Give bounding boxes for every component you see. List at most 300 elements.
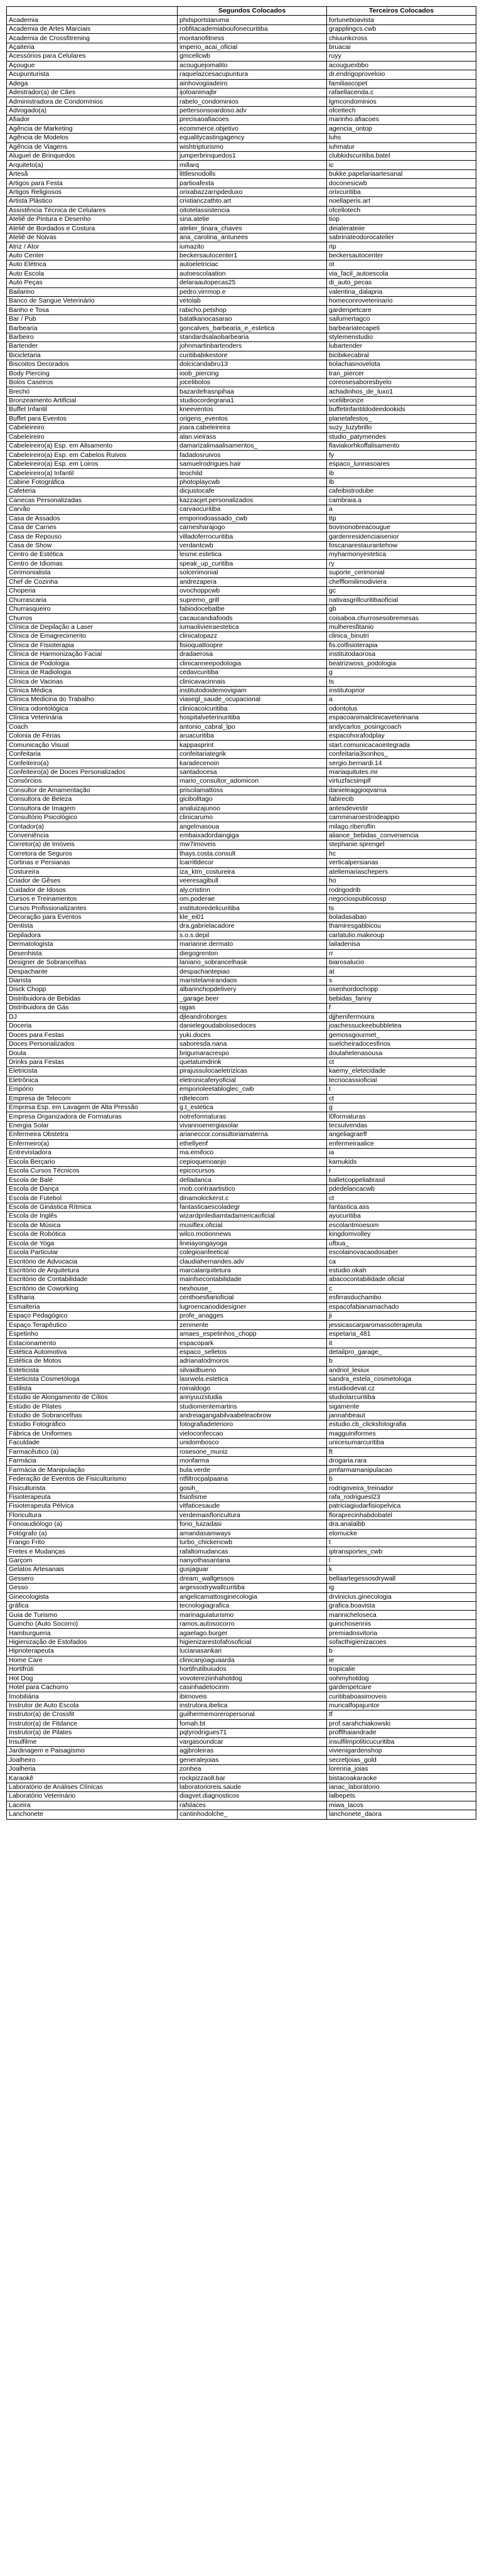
third-place-cell: muricalfopajuntor [327,1701,476,1710]
second-place-cell: fadadosruivos [178,451,327,459]
table-row [7,1692,476,1701]
third-place-cell: deiaterateiie [327,224,476,233]
second-place-cell: rafslaces [178,1801,327,1810]
table-row [7,134,476,142]
second-place-cell: epicocursos [178,1167,327,1176]
third-place-cell: joachessuckeebubbletea [327,1022,476,1031]
second-place-cell: angelicamattosginecologia [178,1592,327,1601]
category-cell: Estacionamento [7,1339,178,1348]
table-row [7,242,476,251]
table-row [7,1411,476,1420]
category-cell: Hotel para Cachorro [7,1683,178,1692]
third-place-cell: lubartender [327,342,476,351]
second-place-cell: fabiodocebatbe [178,604,327,613]
third-place-cell: beatrizwoss_podologia [327,659,476,668]
second-place-cell: beckersautocenter1 [178,251,327,260]
third-place-cell: confeitaria3sonhos_ [327,749,476,758]
third-place-cell: at [327,967,476,976]
category-cell: Agência de Viagens [7,142,178,151]
table-row [7,677,476,686]
table-row [7,432,476,441]
table-row [7,269,476,278]
category-cell: Bronzeamento Artificial [7,396,178,405]
category-cell: Higienização de Estofados [7,1638,178,1646]
third-place-cell: institutoprior [327,686,476,695]
table-row [7,1085,476,1094]
category-cell: Farmacêutico (a) [7,1447,178,1456]
second-place-cell: lucianasankari [178,1647,327,1656]
second-place-cell: autoeletriciac [178,260,327,269]
table-row [7,596,476,604]
third-place-cell: elomucke [327,1529,476,1538]
category-cell: Decoração para Eventos [7,913,178,921]
category-cell: Fisiculturista [7,1484,178,1493]
third-place-cell: profflhaiandrade [327,1729,476,1737]
third-place-cell: nativasgrillcuritibaoficial [327,596,476,604]
table-row [7,1339,476,1348]
third-place-cell: fis.colfisioterapia [327,641,476,650]
third-place-cell: ttp [327,514,476,523]
third-place-cell: rodrigoveira_treinador [327,1484,476,1493]
second-place-cell: fono_luizadasi [178,1520,327,1529]
table-row [7,188,476,196]
category-cell: Lanchonete [7,1810,178,1819]
table-row [7,115,476,124]
table-row [7,569,476,577]
category-cell: Doces Personalizados [7,1039,178,1048]
category-cell: Cafeteria [7,487,178,496]
third-place-cell: curitibaboasimoveis [327,1692,476,1701]
category-cell: Cabeleireiro(a) Esp. em Cabelos Ruivos [7,451,178,459]
table-row [7,623,476,631]
second-place-cell: eletronicaferyoficial [178,1076,327,1085]
category-cell: Casa de Carnes [7,523,178,532]
table-row [7,287,476,296]
second-place-cell: rafaltomudancas [178,1547,327,1556]
second-place-cell: villadoferrocuritiba [178,532,327,541]
category-cell: DJ [7,1012,178,1021]
category-cell: Aluguel de Brinquedos [7,152,178,161]
third-place-cell: l0formaturas [327,1112,476,1121]
table-row [7,1302,476,1311]
third-place-cell: vivienigardenshop [327,1747,476,1756]
table-row [7,1729,476,1737]
second-place-cell: pirajussulocaeletrizicas [178,1067,327,1076]
second-place-cell: fisioquattoopre [178,641,327,650]
second-place-cell: clinicarumo [178,813,327,822]
table-row [7,732,476,741]
third-place-cell: myharmonyestetica [327,550,476,559]
category-cell: Hamburgueria [7,1629,178,1638]
category-cell: Churrasqueiro [7,604,178,613]
third-place-cell: espetaria_481 [327,1329,476,1338]
third-place-cell: secretjoias_gold [327,1756,476,1764]
third-place-cell: g [327,668,476,677]
table-row [7,1103,476,1112]
third-place-cell: valentina_dalapria [327,287,476,296]
second-place-cell: vargasoundcar [178,1737,327,1746]
category-cell: Laceira [7,1801,178,1810]
table-row [7,1157,476,1166]
second-place-cell: mob.contraartistico [178,1184,327,1193]
category-cell: Escritório de Contabilidade [7,1275,178,1284]
third-place-cell: bicibikecabral [327,351,476,360]
category-cell: Fisioterapeuta Pélvica [7,1502,178,1511]
category-cell: Cabeleireiro [7,424,178,432]
table-row [7,1221,476,1230]
second-place-cell: littlesnodolls [178,169,327,178]
second-place-cell: montanofitness [178,34,327,43]
second-place-cell: dradaerosa [178,650,327,659]
second-place-cell: solcerimonial [178,569,327,577]
category-cell: Churrascaria [7,596,178,604]
table-row [7,1439,476,1447]
category-cell: Choperia [7,587,178,596]
third-place-cell: bolachasnovelota [327,360,476,369]
second-place-cell: dra.gabrielacadore [178,922,327,931]
third-place-cell: antesdevestir [327,804,476,813]
category-cell: Clínica de Podologia [7,659,178,668]
table-row [7,1375,476,1384]
table-row [7,849,476,858]
second-place-cell: ovochoppcwb [178,587,327,596]
third-place-cell: vcelilbronze [327,396,476,405]
category-cell: Estúdio de Pilates [7,1402,178,1411]
third-place-cell: rafa_rodriguesl23 [327,1493,476,1501]
category-cell: Criador de Gêses [7,877,178,886]
third-place-cell: grafica.boavista [327,1602,476,1611]
third-place-cell: clubkidscuritiba.batel [327,152,476,161]
third-place-cell: cambraia.a [327,496,476,505]
third-place-cell: ji [327,1312,476,1321]
table-row [7,24,476,33]
table-row [7,1629,476,1638]
third-place-cell: lb [327,478,476,486]
third-place-cell: miwa_lacos [327,1801,476,1810]
category-cell: Ateliê de Noivas [7,233,178,242]
second-place-cell: oitotelassistencia [178,206,327,215]
second-place-cell: acouguejomalito [178,61,327,70]
category-cell: Empresa Esp. em Lavagem de Alta Pressão [7,1103,178,1112]
second-place-cell: institutoredelicuritiba [178,904,327,913]
table-row [7,559,476,568]
third-place-cell: t [327,1538,476,1547]
category-cell: Barbearia [7,324,178,333]
category-cell: Auto Peças [7,279,178,287]
third-place-cell: marinicheloseca [327,1611,476,1619]
second-place-cell: tecnologiagrafica [178,1602,327,1611]
second-place-cell: aly.cristinn [178,886,327,894]
second-place-cell: dicjustocafe [178,487,327,496]
category-cell: Guincho (Auto Socorro) [7,1619,178,1628]
third-place-cell: bellaartegessosdrywall [327,1574,476,1583]
table-row [7,632,476,641]
second-place-cell: aruacuritiba [178,732,327,741]
second-place-cell: goncalves_barbearia_e_estetica [178,324,327,333]
third-place-cell: coisaboa.churrosesobremesas [327,614,476,623]
category-cell: Adestrador(a) de Cães [7,88,178,97]
category-cell: Federação de Eventos de Fisiculturismo [7,1474,178,1483]
category-cell: Imobiliária [7,1692,178,1701]
second-place-cell: ramos.autosocorro [178,1619,327,1628]
category-cell: Joalheria [7,1764,178,1773]
category-cell: Espetinho [7,1329,178,1338]
third-place-cell: verticalpersianas [327,859,476,867]
second-place-cell: verdemaisfloricultura [178,1511,327,1520]
category-cell: gráfica [7,1602,178,1611]
table-row [7,1502,476,1511]
third-place-cell: luhs [327,134,476,142]
category-cell: Depiladora [7,931,178,940]
table-row [7,396,476,405]
table-row [7,1747,476,1756]
third-place-cell: g [327,1103,476,1112]
third-place-cell: planetafestos_ [327,414,476,423]
category-cell: Estética de Motos [7,1357,178,1366]
second-place-cell: ana_carolina_antunees [178,233,327,242]
third-place-cell: estudiodevat.cz [327,1384,476,1393]
second-place-cell: casinhadetocirim [178,1683,327,1692]
table-row [7,1737,476,1746]
third-place-cell: lgmcondominios [327,97,476,106]
table-row [7,1366,476,1375]
table-row [7,1049,476,1058]
table-row [7,1447,476,1456]
third-place-cell: sabrinateodorocatelier [327,233,476,242]
table-row [7,795,476,804]
table-row [7,1167,476,1176]
second-place-cell: marianne.dermato [178,940,327,949]
second-place-cell: vieloconfeccao [178,1429,327,1438]
second-place-cell: jumperbrinquedos1 [178,152,327,161]
third-place-cell: orixcuritiba [327,188,476,196]
second-place-cell: agaelago.burger [178,1629,327,1638]
third-place-cell: rr [327,949,476,958]
second-place-cell: maristelamirandaos [178,976,327,985]
third-place-cell: oohmyhotdog [327,1674,476,1683]
table-row [7,260,476,269]
table-row [7,97,476,106]
second-place-cell: supremo_grill [178,596,327,604]
category-cell: Clínica de Radiologia [7,668,178,677]
third-place-cell: sandra_estela_cosmetologa [327,1375,476,1384]
second-place-cell: jocelibolos [178,378,327,387]
third-place-cell: ct [327,1094,476,1103]
table-row [7,722,476,731]
second-place-cell: amandasamways [178,1529,327,1538]
third-place-cell: escolainovacaodosaber [327,1248,476,1257]
third-place-cell: iuhmatur [327,142,476,151]
category-cell: Escola de Inglês [7,1212,178,1221]
category-cell: Empresa de Telecom [7,1094,178,1103]
second-place-cell: rosesone_muniz [178,1447,327,1456]
category-cell: Joalheiro [7,1756,178,1764]
category-cell: Consórcios [7,777,178,786]
category-cell: Clínica Médica [7,686,178,695]
third-place-cell: gardenpetcare [327,1683,476,1692]
category-cell: Escola de Música [7,1221,178,1230]
table-row [7,487,476,496]
category-cell: Bicicletaria [7,351,178,360]
category-cell: Atriz / Ator [7,242,178,251]
third-place-cell: ayucuritiba [327,1212,476,1221]
category-cell: Contador(a) [7,822,178,831]
category-cell: Barbeiro [7,333,178,341]
second-place-cell: ijotoanimajbr [178,88,327,97]
second-place-cell: lasrwela.estetica [178,1375,327,1384]
third-place-cell: fantastica.ass [327,1203,476,1211]
table-row [7,822,476,831]
category-cell: Ateliê de Bordados e Costura [7,224,178,233]
category-cell: Clínica de Fisioterapia [7,641,178,650]
category-cell: Açougue [7,61,178,70]
table-row [7,804,476,813]
table-row [7,831,476,840]
table-row [7,360,476,369]
header-third-place: Terceiros Colocados [327,7,476,16]
category-cell: Estilista [7,1384,178,1393]
category-cell: Estúdio de Alongamento de Cílios [7,1393,178,1402]
third-place-cell: foscanarestaurantehow [327,541,476,550]
third-place-cell: virtuzfacsimplf [327,777,476,786]
third-place-cell: bukke.papelariaartesanal [327,169,476,178]
table-row [7,1484,476,1493]
table-header-row [7,7,476,16]
table-row [7,1121,476,1130]
category-cell: Empório [7,1085,178,1094]
table-row [7,1756,476,1764]
category-cell: Faculdade [7,1439,178,1447]
second-place-cell: delaraautopecas25 [178,279,327,287]
second-place-cell: priscilamattoss [178,786,327,795]
third-place-cell: l [327,1556,476,1565]
third-place-cell: jannahbeaut [327,1411,476,1420]
table-row [7,1149,476,1157]
category-cell: Estúdio Fotográfico [7,1420,178,1429]
third-place-cell: f [327,1004,476,1012]
third-place-cell: ic [327,161,476,169]
third-place-cell: floraprecinhabdobatel [327,1511,476,1520]
category-cell: Cuidador de Idosos [7,886,178,894]
second-place-cell: vetolab [178,297,327,306]
second-place-cell: argessodrywallcuritiba [178,1584,327,1592]
table-row [7,587,476,596]
third-place-cell: detailpro_garage_ [327,1348,476,1356]
third-place-cell: ca [327,1257,476,1266]
third-place-cell: djjhenifermoura [327,1012,476,1021]
third-place-cell: boladasabao [327,913,476,921]
second-place-cell: colegioanfeetical [178,1248,327,1257]
table-row [7,994,476,1003]
category-cell: Doces para Festas [7,1031,178,1039]
category-cell: Dentista [7,922,178,931]
category-cell: Assistência Técnica de Celulares [7,206,178,215]
second-place-cell: samuelrodrigues.hair [178,459,327,468]
category-cell: Fotógrafo (a) [7,1529,178,1538]
second-place-cell: orixabazzarnpdeduxo [178,188,327,196]
category-cell: Eletricista [7,1067,178,1076]
second-place-cell: autoescolaation [178,269,327,278]
table-row [7,451,476,459]
table-row [7,496,476,505]
category-cell: Bolos Caseiros [7,378,178,387]
table-row [7,786,476,795]
category-cell: Cabeleireiro(a) Esp. em Alisamento [7,442,178,451]
table-row [7,741,476,749]
table-row [7,759,476,768]
third-place-cell: marinho.afiacoes [327,115,476,124]
second-place-cell: laniano_sobrancelhask [178,958,327,967]
table-row [7,1357,476,1366]
table-row [7,61,476,70]
third-place-cell: doconesicwb [327,179,476,188]
second-place-cell: iza_ktm_costureira [178,867,327,876]
table-row [7,224,476,233]
third-place-cell: a [327,695,476,704]
category-cell: Karaokê [7,1774,178,1783]
third-place-cell: dra.analaibb [327,1520,476,1529]
category-cell: Gelatos Artesanais [7,1565,178,1574]
second-place-cell: wilco.motionnews [178,1230,327,1239]
third-place-cell: bruacai [327,43,476,51]
second-place-cell: gosih_ [178,1484,327,1493]
third-place-cell: kingdomvolley [327,1230,476,1239]
table-row [7,1466,476,1474]
third-place-cell: buffetinfantildodeedookids [327,405,476,414]
category-cell: Agência de Modelos [7,134,178,142]
category-cell: Guia de Turismo [7,1611,178,1619]
second-place-cell: bula.verde [178,1466,327,1474]
table-row [7,1248,476,1257]
third-place-cell: andriol_lesiux [327,1366,476,1375]
table-row [7,333,476,341]
table-row [7,1420,476,1429]
table-row [7,1592,476,1601]
third-place-cell: tiop [327,215,476,224]
second-place-cell: zonhea [178,1764,327,1773]
table-row [7,34,476,43]
category-cell: Buffet para Eventos [7,414,178,423]
second-place-cell: clinicatopazz [178,632,327,641]
table-row [7,206,476,215]
second-place-cell: sina.atelie [178,215,327,224]
table-row [7,1194,476,1203]
third-place-cell: institutodaorosa [327,650,476,659]
category-cell: Cursos e Treinamentos [7,894,178,903]
third-place-cell: di_auto_pecas [327,279,476,287]
second-place-cell: andreiagangabilvaabeleaobrow [178,1411,327,1420]
category-cell: Costureira [7,867,178,876]
second-place-cell: cantinhodolche_ [178,1810,327,1819]
third-place-cell: clinica_binutri [327,632,476,641]
table-row [7,1556,476,1565]
category-cell: Estética Automotiva [7,1348,178,1356]
table-row [7,1076,476,1085]
table-row [7,541,476,550]
category-cell: Home Care [7,1656,178,1665]
table-row [7,813,476,822]
third-place-cell: ts [327,677,476,686]
table-row [7,1774,476,1783]
second-place-cell: raquelazcesacupuntura [178,70,327,79]
category-cell: Bailarino [7,287,178,296]
third-place-cell: start.comunicacaointegrada [327,741,476,749]
third-place-cell: sofacthigienizacoes [327,1638,476,1646]
table-row [7,840,476,849]
table-row [7,324,476,333]
second-place-cell: rabelo_condominios [178,97,327,106]
table-row [7,215,476,224]
